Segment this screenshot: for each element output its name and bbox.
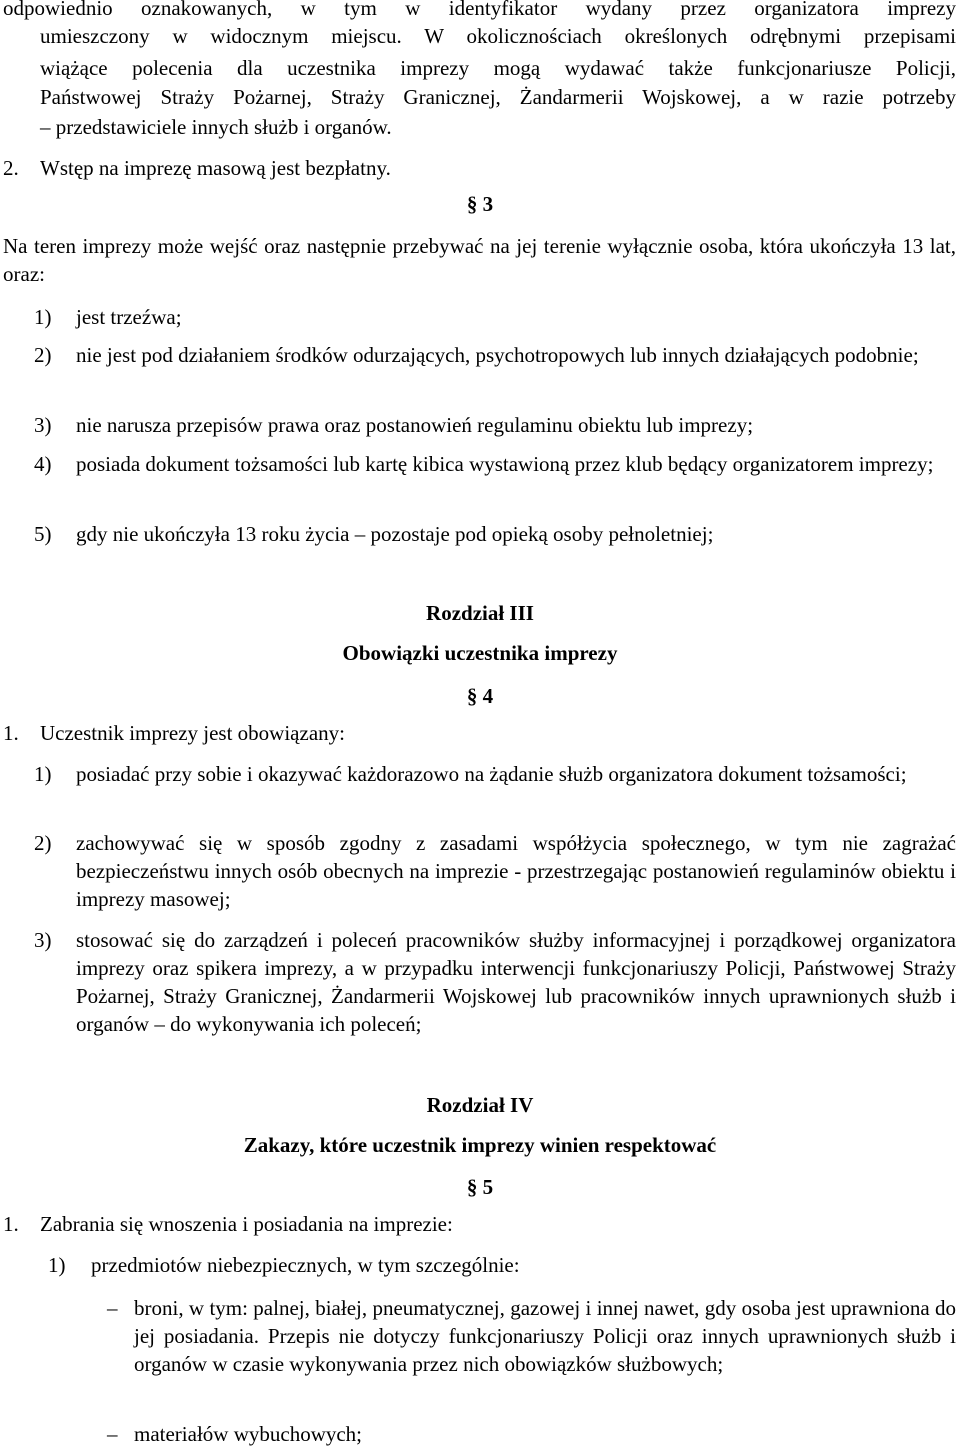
- dash-bullet: –: [107, 1422, 118, 1446]
- item-text: zachowywać się w sposób zgodny z zasadami współżycia społecznego, w tym nie zagrażać bezpieczeństwu innych osób obecnych na imprezie - przestrzegając postanowień regulaminów obiektu i imprezy masowej;: [76, 831, 956, 911]
- item-number: 2): [34, 831, 52, 855]
- point-number: 1.: [3, 1212, 19, 1236]
- point-text: Zabrania się wnoszenia i posiadania na imprezie:: [40, 1212, 453, 1236]
- item-text: przedmiotów niebezpiecznych, w tym szczególnie:: [91, 1253, 520, 1277]
- continuation-line: umieszczony w widocznym miejscu. W okolicznościach określonych odrębnymi przepisami: [40, 24, 956, 48]
- item-text: posiadać przy sobie i okazywać każdorazowo na żądanie służb organizatora dokument tożsamości;: [76, 762, 907, 786]
- item-number: 5): [34, 522, 52, 546]
- section-intro: Na teren imprezy może wejść oraz następnie przebywać na jej terenie wyłącznie osoba, która ukończyła 13 lat, oraz:: [3, 234, 956, 286]
- subitem-text: broni, w tym: palnej, białej, pneumatycznej, gazowej i innej nawet, gdy osoba jest uprawniona do jej posiadania. Przepis nie dotyczy funkcjonariuszy Policji oraz innych uprawnionych służb i organów w czasie wykonywania przez nich obowiązków służbowych;: [134, 1296, 956, 1376]
- chapter-title: Rozdział III: [426, 601, 534, 625]
- item-number: 1): [34, 305, 52, 329]
- item-number: 2): [34, 343, 52, 367]
- item-text: nie jest pod działaniem środków odurzających, psychotropowych lub innych działających podobnie;: [76, 343, 919, 367]
- paragraph-heading: § 4: [466, 684, 494, 708]
- continuation-line: – przedstawiciele innych służb i organów.: [40, 115, 392, 139]
- chapter-title: Rozdział IV: [426, 1093, 534, 1117]
- continuation-line: wiążące polecenia dla uczestnika imprezy mogą wydawać także funkcjonariusze Policji,: [40, 56, 956, 80]
- item-text: posiada dokument tożsamości lub kartę kibica wystawioną przez klub będący organizatorem imprezy;: [76, 452, 934, 476]
- item-number: 4): [34, 452, 52, 476]
- point-number: 2.: [3, 156, 19, 180]
- point-number: 1.: [3, 721, 19, 745]
- item-number: 3): [34, 928, 52, 952]
- chapter-subtitle: Zakazy, które uczestnik imprezy winien respektować: [243, 1133, 717, 1157]
- item-number: 1): [34, 762, 52, 786]
- item-number: 3): [34, 413, 52, 437]
- item-text: gdy nie ukończyła 13 roku życia – pozostaje pod opieką osoby pełnoletniej;: [76, 522, 714, 546]
- paragraph-heading: § 5: [466, 1175, 494, 1199]
- item-text: nie narusza przepisów prawa oraz postanowień regulaminu obiektu lub imprezy;: [76, 413, 754, 437]
- continuation-line: Państwowej Straży Pożarnej, Straży Granicznej, Żandarmerii Wojskowej, a w razie potrzeby: [40, 85, 956, 109]
- subitem-text: materiałów wybuchowych;: [134, 1422, 363, 1446]
- chapter-subtitle: Obowiązki uczestnika imprezy: [342, 641, 618, 665]
- paragraph-heading: § 3: [466, 192, 494, 216]
- item-text: jest trzeźwa;: [76, 305, 182, 329]
- item-number: 1): [48, 1253, 66, 1277]
- item-text: stosować się do zarządzeń i poleceń pracowników służby informacyjnej i porządkowej organizatora imprezy oraz spikera imprezy, a w przypadku interwencji funkcjonariuszy Policji, Państwowej Straży Pożarnej, Straży Granicznej, Żandarmerii Wojskowej lub pracowników innych uprawnionych służb i organów – do wykonywania ich poleceń;: [76, 928, 956, 1036]
- continuation-line: odpowiednio oznakowanych, w tym w identyfikator wydany przez organizatora imprezy: [3, 0, 956, 20]
- point-text: Wstęp na imprezę masową jest bezpłatny.: [40, 156, 391, 180]
- dash-bullet: –: [107, 1296, 118, 1320]
- point-text: Uczestnik imprezy jest obowiązany:: [40, 721, 345, 745]
